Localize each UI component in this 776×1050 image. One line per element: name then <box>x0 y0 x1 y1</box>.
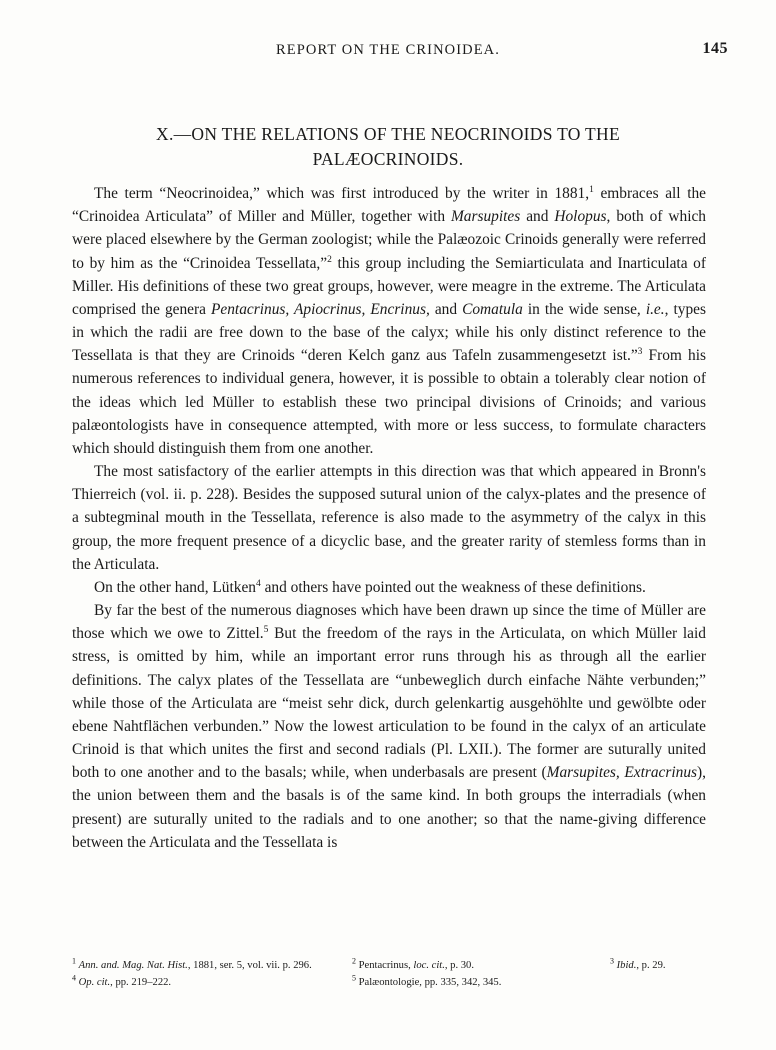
running-head <box>0 42 776 59</box>
footnote-2: $^2$ Pentacrinus, loc. cit., p. 30. <box>352 956 474 971</box>
footnote-5: $^5$ Palæontologie, pp. 335, 342, 345. <box>352 973 502 988</box>
footnote-4: $^4$ Op. cit., pp. 219–222. <box>72 973 172 988</box>
chapter-title <box>72 122 704 172</box>
body-text <box>72 182 706 854</box>
footnote-row <box>72 975 706 992</box>
paragraph: The term “Neocrinoidea,” which was first introduced by the writer in 1881,$^1$ embraces all the “Crinoidea Articulata” of Miller and Müller, together with Marsupites and Holopus, both of which were placed elsewhere by the German zoologist; while the Palæozoic Crinoids generally were referred to by him as the “Crinoidea Tessellata,”$^2$ this group including the Semiarticulata and Inarticulata of Miller. His definitions of these two great groups, however, were meagre in the extreme. The Articulata comprised the genera Pentacrinus, Apiocrinus, Encrinus, and Comatula in the wide sense, i.e., types in which the radii are free down to the base of the calyx; while his only distinct reference to the Tessellata is that they are Crinoids “deren Kelch ganz aus Tafeln zusammengesetzt ist.”$^3$ From his numerous references to individual genera, however, it is possible to obtain a tolerably clear notion of the ideas which led Müller to establish these two principal divisions of Crinoids; and various palæontologists have in consequence attempted, with more or less success, to formulate characters which should distinguish them from one another. <box>72 184 707 457</box>
paragraph: On the other hand, Lütken$^4$ and others have pointed out the weakness of these definitions. <box>94 578 646 596</box>
paragraph: By far the best of the numerous diagnoses which have been drawn up since the time of Müller are those which we owe to Zittel.$^5$ But the freedom of the rays in the Articulata, on which Müller laid stress, is omitted by him, while an important error runs through his as through all the earlier definitions. The calyx plates of the Tessellata are “unbeweglich durch einfache Nähte verbunden;” while those of the Articulata are “meist sehr dick, durch gelenkartig ausgehöhlte und gewölbte oder ebene Nahtflächen verbunden.” Now the lowest articulation to be found in the calyx of an articulate Crinoid is that which unites the first and second radials (Pl. LXII.). The former are suturally united both to one another and to the basals; while, when underbasals are present (Marsupites, Extracrinus), the union between them and the basals is of the same kind. In both groups the interradials (when present) are suturally united to the radials and to one another; so that the name-giving difference between the Articulata and the Tessellata is <box>72 602 707 851</box>
chapter-title-line-2: PALÆOCRINOIDS. <box>312 148 464 169</box>
running-head-text: REPORT ON THE CRINOIDEA. <box>276 42 500 58</box>
page-number: 145 <box>702 40 728 57</box>
footnote-row <box>72 958 706 975</box>
paragraph: The most satisfactory of the earlier attempts in this direction was that which appeared in Bronn's Thierreich (vol. ii. p. 228). Besides the supposed sutural union of the calyx-plates and the presence of a subtegminal mouth in the Tessellata, reference is also made to the asymmetry of the calyx in this group, the more frequent presence of a dicyclic base, and the greater rarity of stemless forms than in the Articulata. <box>72 463 706 573</box>
footnote-1: $^1$ Ann. and. Mag. Nat. Hist., 1881, ser. 5, vol. vii. p. 296. <box>72 956 312 971</box>
chapter-title-line-1: X.—ON THE RELATIONS OF THE NEOCRINOIDS TO THE <box>156 124 620 144</box>
footnotes <box>72 958 706 992</box>
footnote-3: $^3$ Ibid., p. 29. <box>610 956 666 971</box>
